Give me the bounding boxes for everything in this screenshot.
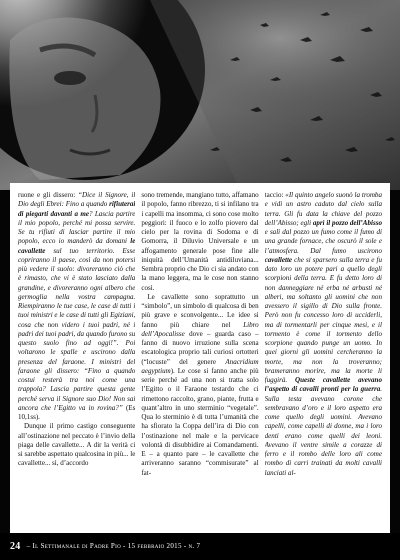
text-run: ruone e gli dissero: [18, 191, 79, 199]
column-2 [141, 191, 258, 529]
text-run: e salì dal pozzo un fumo come il fumo di una grande fornace, che oscurò il sole e l’atmosfera. Dal fumo uscirono [264, 228, 382, 255]
text-run: cavallette [264, 255, 293, 264]
page-footer [10, 538, 390, 554]
text-run: ? Lascia partire il mio popolo, perché mi possa servire. Se tu rifiuti di lasciar partire il mio popolo, ecco io manderò da domani [18, 209, 136, 246]
text-run: sul tuo territorio. Esse copriranno il paese, così da non potersi più vedere il suolo: divoreranno ciò che è rimasto, che vi è stato lasciato dalla grandine, e divoreranno ogni albero che germoglia nella vostra campagna. Riempiranno le tue case, le case di tutti i tuoi ministri e le case di tutti gli Egiziani, cosa che non videro i tuoi padri, né i padri dei tuoi padri, da quando furono su questo suolo fino ad oggi!”. Poi voltarono le spalle e uscirono dalla presenza del faraone. I ministri del faraone gli dissero: “Fino a quando costui resterà tra noi come una trappola? Lascia partire questa gente perché serva il Signore suo Dio! Non sai ancora che l’Egitto va in rovina?” [18, 246, 136, 412]
text-run: Queste cavallette avevano l’aspetto di cavalli pronti per la guerra [264, 376, 382, 394]
text-run: «Il quinto angelo suonò la tromba e vidi un astro caduto dal cielo sulla terra. Gli fu data la chiave del pozzo dell’Abisso; egli [264, 191, 382, 227]
paragraph [265, 191, 382, 478]
paragraph [141, 293, 258, 478]
text-run: Libro dell’Apocalisse [141, 320, 259, 338]
text-run: aprì il pozzo dell’Abisso [312, 218, 382, 227]
text-run: sono tremende, mangiano tutto, affamano il popolo, fanno ribrezzo, ti si infilano tra i capelli ma insomma, ci sono cose molto peggiori: il fuoco e lo zolfo piovero dal cielo per la rovina di Sodoma e di Gomorra, il Diluvio Universale e un affogamento generale pose fine alle iniquità dell’Umanità antidiluviana... Sembra proprio che Dio ci sia andato con la mano leggera, ma le cose non stanno così. [141, 191, 259, 292]
text-run: rifiuterai di piegarti davanti a me [18, 200, 136, 218]
text-run: Anacridium aegyptium [141, 357, 259, 375]
text-run: che si sparsero sulla terra e fu dato loro un potere pari a quello degli scorpioni della terra. E fu detto loro di non danneggiare né erba né arbusti né alberi, ma soltanto gli uomini che non avessero il sigillo di Dio sulla fronte. Però non fu concesso loro di ucciderli, ma di tormentarli per cinque mesi, e il tormento è come il tormento dello scorpione quando punge un uomo. In quei giorni gli uomini cercheranno la morte, ma non la troveranno; brameranno morire, ma la morte li fuggirà. [264, 255, 382, 384]
paragraph [18, 191, 135, 422]
text-run: le cavallette [18, 237, 136, 255]
paragraph [18, 422, 135, 468]
text-run: Le cavallette sono soprattutto un “simbolo”, un simbolo di qualcosa di ben più grave e sconvolgente... Le idee si fanno più chiare nel [141, 292, 259, 329]
column-1 [18, 191, 135, 529]
text-run: ). Le cose si fanno anche più serie perché ad una non si tratta solo l’Egitto o il Faraone testardo che ci rimettono raccolto, grano, piante, frutta e quant’altro in uno sterminio “vegetale”. Qua lo sterminio è di tutta l’umanità che ha sfiorato la Coppa dell’ira di Dio con l’ostinazione nel male e la pervicace volontà di disubbidire ai Comandamenti. E – a quanto pare – le cavallette che arriveranno saranno “commisurate” al fat- [141, 366, 259, 477]
article-text-box [10, 183, 390, 533]
text-run: taccio: [264, 191, 286, 199]
text-run: dove – guarda caso – fanno di nuovo irruzione sulla scena escatologica proprio tali curiosi ortotteri (“locuste” del genere [141, 329, 259, 366]
column-3 [265, 191, 382, 529]
article-columns [18, 191, 382, 529]
running-footer: – Il Settimanale di Padre Pio - 15 febbraio 2015 - n. 7 [26, 542, 201, 550]
text-run: “Dice il Signore, il Dio degli Ebrei: Fino a quando [18, 191, 136, 209]
text-run: Dunque il primo castigo conseguente all’ostinazione nel peccato è l’invio della piaga delle cavallette... A dir la verità ci si sarebbe aspettato qualcosina in più... le cavallette... sì, d’accordo [18, 422, 136, 468]
page-number: 24 [10, 540, 21, 552]
text-run: . Sulla testa avevano corone che sembravano d’oro e il loro aspetto era come quello degli uomini. Avevano capelli, come capelli di donne, ma i loro denti erano come quelli dei leoni. Avevano il ventre simile a corazze di ferro e il rombo delle loro ali come rombo di carri trainati da molti cavalli lanciati al- [264, 385, 382, 477]
text-run: (Es 10,1ss). [18, 403, 136, 421]
paragraph [141, 191, 258, 293]
